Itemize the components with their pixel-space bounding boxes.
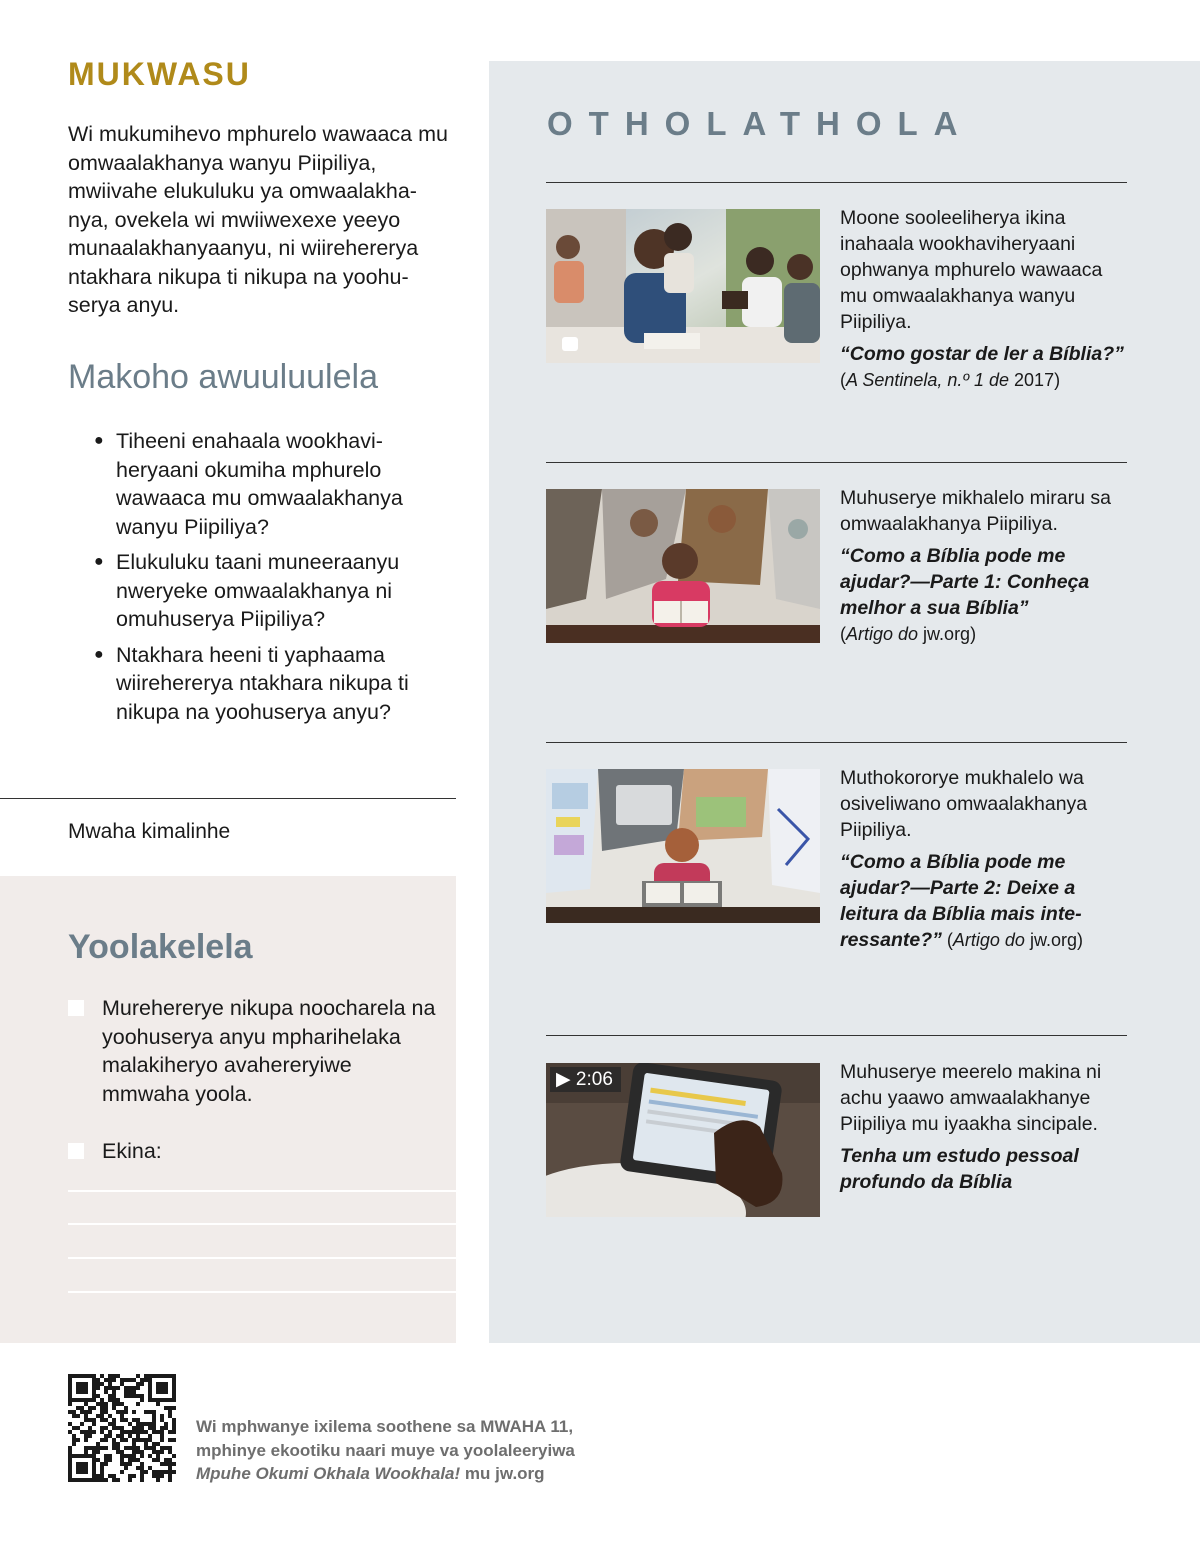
footer-line-3: mu jw.org [460,1464,545,1483]
divider [0,798,456,799]
boy-reading-bible-image[interactable] [546,489,820,643]
footer-line-1: Wi mphwanye ixilema soothene sa MWAHA 11, [196,1417,574,1436]
explore-panel [489,61,1200,1343]
resource-item-2 [840,485,1130,647]
goal-item[interactable] [68,994,438,1108]
bullet-icon: ● [94,553,104,570]
video-duration: 2:06 [575,1069,613,1090]
divider [546,182,1127,183]
resource-description: Muhuserye mikhalelo miraru sa omwaalakhanya Piipiliya. [840,487,1111,535]
resource-source: (A Sentinela, n.º 1 de 2017) [840,370,1061,390]
goal-checkbox[interactable] [68,1000,84,1016]
question-text: Ntakhara heeni ti yaphaama wiirehererya ntakhara nikupa ti nikupa na yoohuserya anyu? [116,642,409,724]
writing-line[interactable] [68,1223,456,1225]
qr-code[interactable] [68,1374,176,1482]
goal-text: Murehererye nikupa noocharela na yoohuserya anyu mpharihelaka malakiheryo avahereryiwe mmwaha yoola. [102,996,436,1106]
summary-title: MUKWASU [68,56,251,92]
question-item [92,548,432,634]
footer-text [196,1415,616,1486]
bullet-icon: ● [94,645,104,663]
goal-checkbox[interactable] [68,1143,84,1159]
divider [546,742,1127,743]
bullet-icon: ● [94,432,104,449]
people-reading-bible-illustration [546,209,820,363]
divider [546,1035,1127,1036]
summary-text: Wi mukumihevo mphurelo wawaaca mu omwaalakhanya wanyu Piipiliya, mwiivahe elukuluku ya omwaalakhanya, ovekela wi mwiiwexexe yeeyo munaalakhanyaanyu, ni wiirehererya ntakhara nikupa ti nikupa na yoohuserya anyu. [68,122,448,317]
writing-line[interactable] [68,1257,456,1259]
questions-list [92,427,432,733]
explore-title: OTHOLATHOLA [547,105,974,142]
resource-description: Muthokororye mukhalelo wa osiveliwano omwaalakhanya Piipiliya. [840,767,1088,841]
questions-title: Makoho awuuluulela [68,358,378,396]
footer-line-2: mphinye ekootiku naari muye va yoolaleeryiwa [196,1440,575,1460]
goal-text: Ekina: [102,1139,162,1163]
tablet-study-video-thumbnail[interactable] [546,1063,820,1217]
resource-description: Moone sooleeliherya ikina inahaala wookhaviheryaani ophwanya mphurelo wawaaca mu omwaalakhanya wanyu Piipiliya. [840,207,1103,333]
resource-item-4 [840,1059,1130,1195]
people-reading-bible-image[interactable] [546,209,820,363]
play-icon: ▶ [556,1069,571,1090]
resource-item-3 [840,765,1130,953]
resource-link[interactable]: “Como a Bíblia pode me ajudar?—Parte 2: Deixe a leitura da Bíblia mais interessante?” [840,851,1082,951]
goal-item-other[interactable] [68,1137,438,1166]
goal-title: Yoolakelela [68,928,253,966]
writing-line[interactable] [68,1291,456,1293]
writing-line[interactable] [68,1190,456,1192]
girl-reading-bible-image[interactable] [546,769,820,923]
resource-link[interactable]: Tenha um estudo pessoal profundo da Bíblia [840,1145,1079,1193]
question-text: Tiheeni enahaala wookhaviheryaani okumiha mphurelo wawaaca mu omwaalakhanya wanyu Piipiliya? [116,429,403,539]
question-text: Elukuluku taani muneeraanyu nweryeke omwaalakhanya ni omuhuserya Piipiliya? [116,550,400,631]
resource-link[interactable]: “Como gostar de ler a Bíblia?” [840,343,1124,365]
goal-box [0,876,456,1343]
completed-label: Mwaha kimalinhe [68,820,231,843]
resource-source: (Artigo do jw.org) [840,624,977,644]
divider [546,462,1127,463]
resource-description: Muhuserye meerelo makina ni achu yaawo amwaalakhanye Piipiliya mu iyaakha sincipale. [840,1061,1102,1135]
resource-item-1 [840,205,1130,393]
question-item [92,641,432,727]
question-item [92,427,432,541]
resource-source: (Artigo do jw.org) [941,930,1083,950]
resource-link[interactable]: “Como a Bíblia pode me ajudar?—Parte 1: Conheça melhor a sua Bíblia” [840,545,1090,619]
footer-publication-title[interactable]: Mpuhe Okumi Okhala Wookhala! [196,1464,461,1483]
qr-code-graphic [68,1374,176,1482]
boy-reading-bible-illustration [546,489,820,643]
video-duration-badge[interactable] [550,1067,621,1092]
girl-reading-bible-illustration [546,769,820,923]
